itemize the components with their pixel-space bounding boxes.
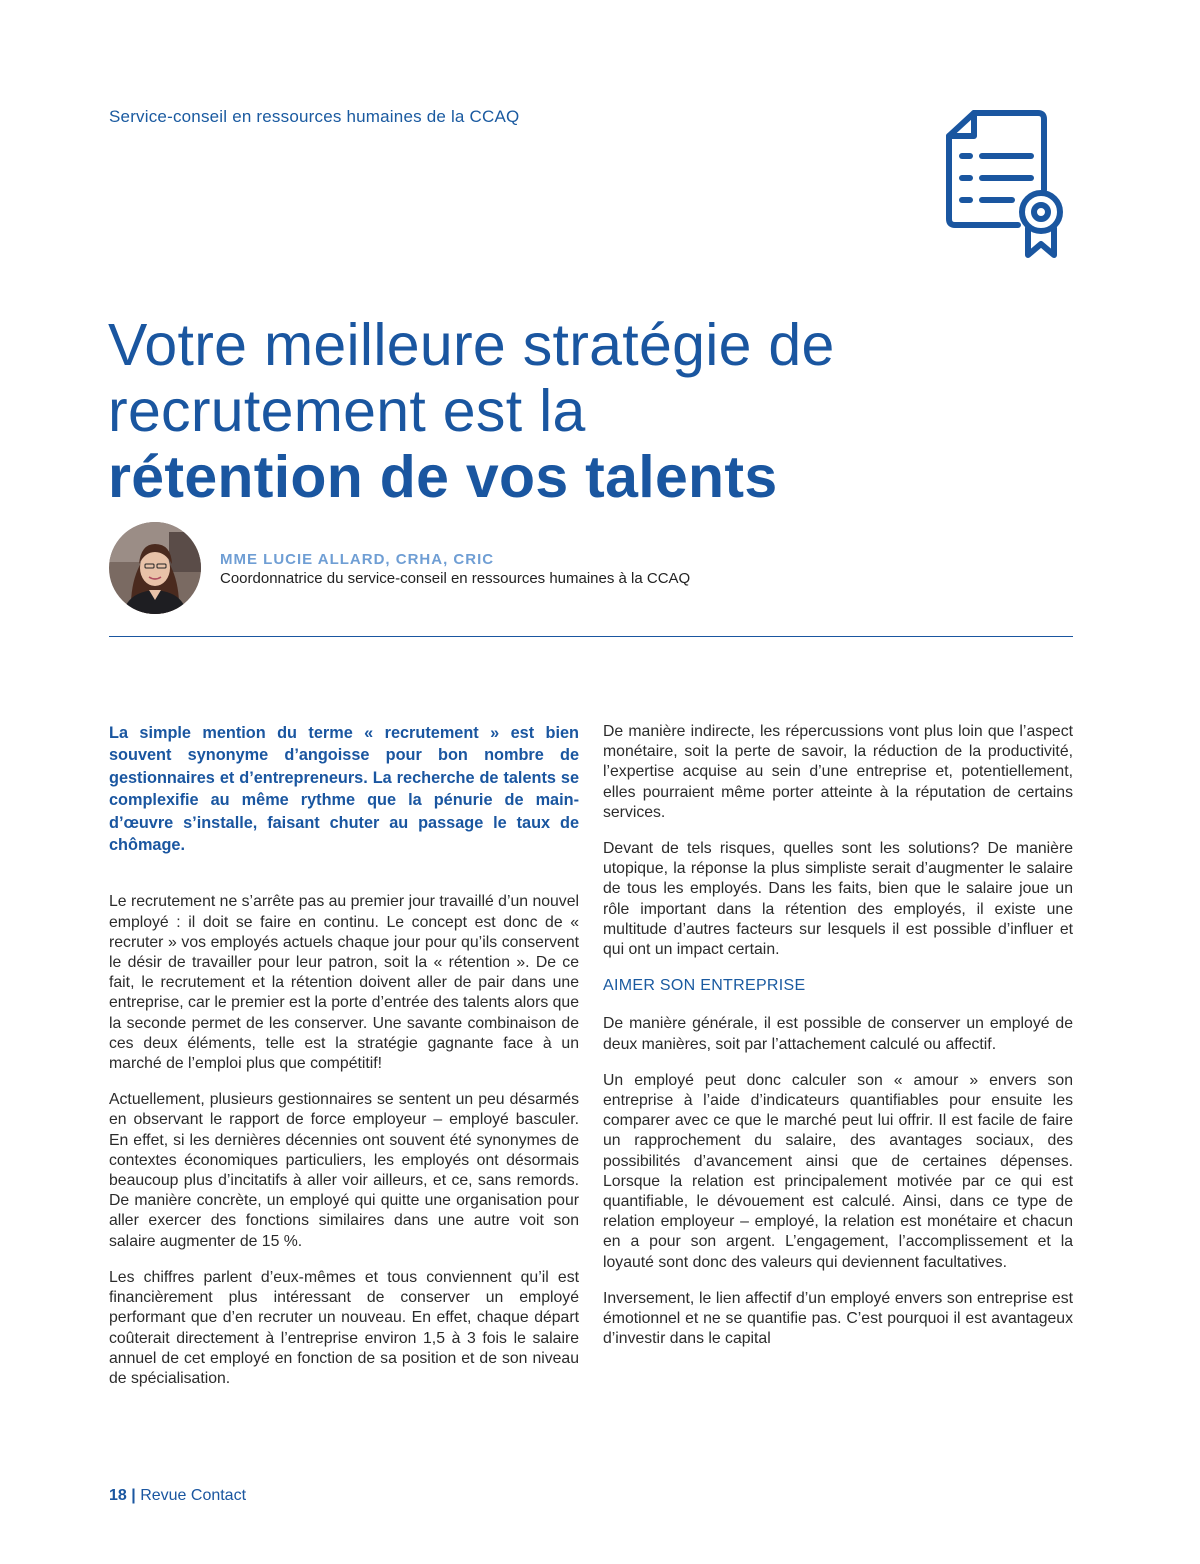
article-paragraph: Un employé peut donc calculer son « amour » envers son entreprise à l’aide d’indicateurs quantifiables pour ensuite les comparer avec ce que le marché peut lui offrir. Il est facile de faire un rapprochement du salaire, des avantages sociaux, des possibilités d’avancement ainsi que de certaines dépenses. Lorsque la relation est principalement motivée par ce qui est quantifiable, le dévouement est calculé. Ainsi, dans ce type de relation employeur – employé, la relation est monétaire et chacun en a pour son argent. L’engagement, l’accomplissement et la loyauté sont donc des valeurs qui deviennent facultatives. [603,1071,1073,1271]
article-paragraph: De manière indirecte, les répercussions vont plus loin que l’aspect monétaire, soit la perte de savoir, la réduction de la productivité, l’expertise acquise au sein d’une entreprise et, potentiellement, elles pourraient même porter atteinte à la réputation de certains services. [603,723,1073,821]
certificate-document-icon [940,106,1070,266]
footer-separator: | [131,1487,136,1504]
article-paragraph: Actuellement, plusieurs gestionnaires se sentent un peu désarmés en observant le rapport de force employeur – employé basculer. En effet, si les dernières décennies ont souvent été synonymes de contextes économiques particuliers, les employés ont désormais beaucoup plus d’incitatifs à aller voir ailleurs, et ce, sans remords. De manière concrète, un employé qui quitte une organisation pour aller exercer des fonctions similaires dans une autre voit son salaire augmenter de 15 %. [109,1091,579,1250]
publication-name: Revue Contact [140,1487,247,1504]
article-paragraph: De manière générale, il est possible de conserver un employé de deux manières, soit par l’attachement calculé ou affectif. [603,1015,1073,1053]
article-column-left [109,722,579,1405]
article-lead: La simple mention du terme « recrutement » est bien souvent synonyme d’angoisse pour bon nombre de gestionnaires et d’entrepreneurs. La recherche de talents se complexifie au même rythme que la pénurie de main-d’œuvre s’installe, faisant chuter au passage le taux de chômage. [109,724,579,855]
article-paragraph: Devant de tels risques, quelles sont les solutions? De manière utopique, la réponse la plus simpliste serait d’augmenter le salaire de tous les employés. Dans les faits, bien que le salaire joue un rôle important dans la rétention des employés, il existe une multitude d’autres facteurs sur lesquels il est possible d’influer et qui ont un impact certain. [603,840,1073,959]
page-number: 18 [109,1487,127,1504]
article-paragraph: Les chiffres parlent d’eux-mêmes et tous conviennent qu’il est financièrement plus intéressant de conserver un employé performant que d’en recruter un nouveau. En effet, chaque départ coûterait directement à l’entreprise environ 1,5 à 3 fois le salaire annuel de cet employé en fonction de sa position et de son niveau de spécialisation. [109,1268,579,1387]
article-title [108,312,1108,510]
article-column-right [603,722,1073,1365]
author-role: Coordonnatrice du service-conseil en ressources humaines à la CCAQ [220,570,691,587]
article-subheading: AIMER SON ENTREPRISE [603,977,806,995]
page-footer [109,1487,246,1505]
title-line-3: rétention de vos talents [108,444,778,510]
author-name: MME LUCIE ALLARD, CRHA, CRIC [220,551,495,568]
title-line-1: Votre meilleure stratégie de [108,312,835,378]
article-paragraph: Inversement, le lien affectif d’un employé envers son entreprise est émotionnel et ne se quantifie pas. C’est pourquoi il est avantageux d’investir dans le capital [603,1289,1073,1348]
title-line-2: recrutement est la [108,378,586,444]
article-paragraph: Le recrutement ne s’arrête pas au premier jour travaillé d’un nouvel employé : il doit se faire en continu. Le concept est donc de « recruter » vos employés actuels chaque jour pour qu’ils conservent le désir de travailler pour leur patron, soit la « rétention ». De ce fait, le recrutement et la rétention doivent aller de pair dans une entreprise, car le premier est la porte d’entrée des talents alors que la seconde permet de les conserver. Une savante combinaison de ces deux éléments, telle est la stratégie gagnante face à un marché de l’emploi plus que compétitif! [109,893,579,1073]
section-label: Service-conseil en ressources humaines de la CCAQ [109,107,520,126]
header-divider [109,636,1073,637]
author-avatar [109,522,201,614]
